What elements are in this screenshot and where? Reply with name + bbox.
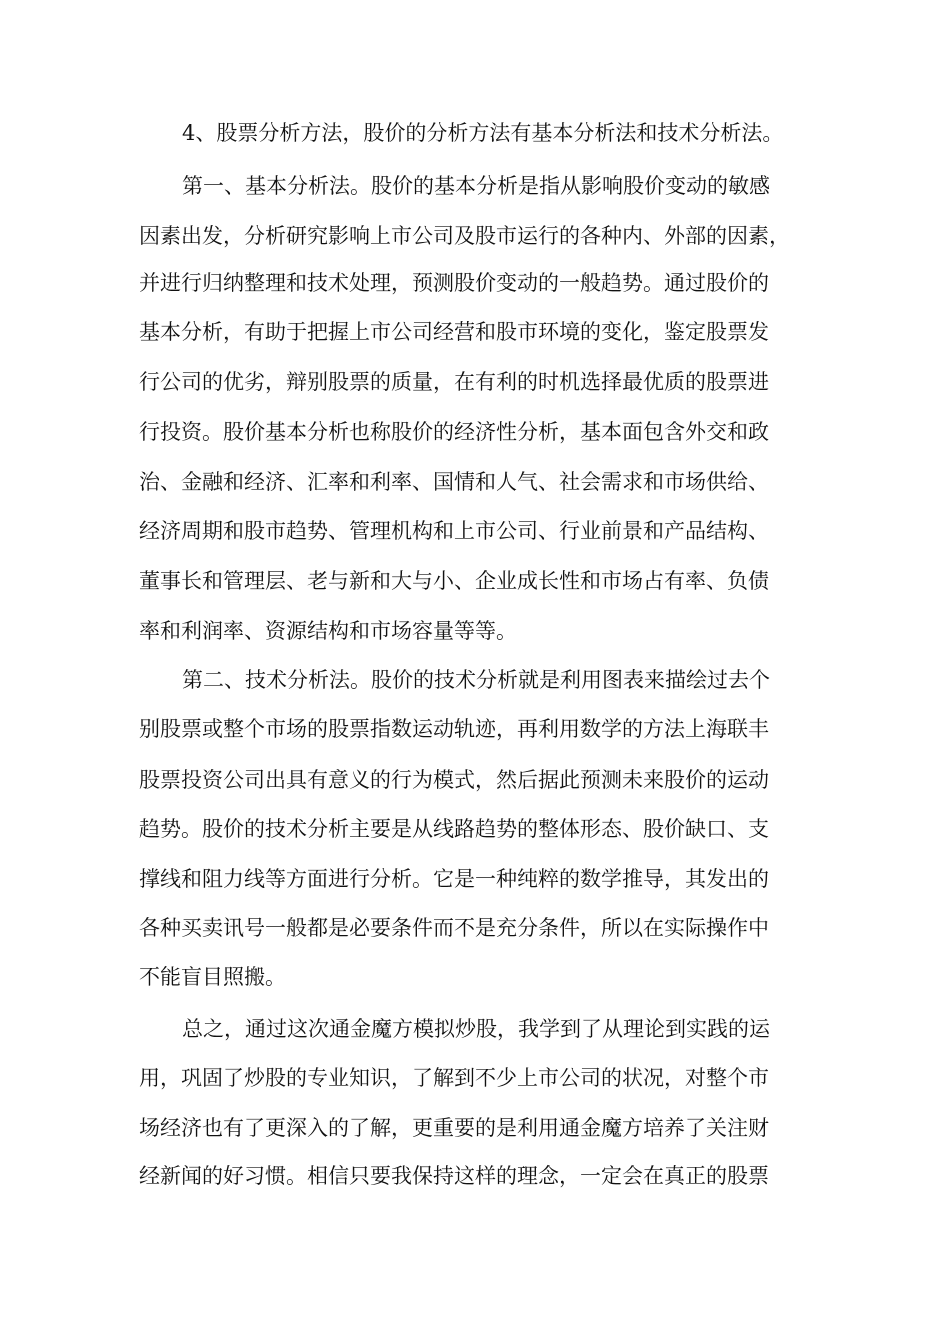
text-line: 股票投资公司出具有意义的行为模式，然后据此预测未来股价的运动 bbox=[139, 768, 769, 792]
text-line: 4、股票分析方法，股价的分析方法有基本分析法和技术分析法。 bbox=[182, 121, 784, 145]
text-line: 行投资。股价基本分析也称股价的经济性分析，基本面包含外交和政 bbox=[139, 420, 769, 444]
text-line: 因素出发，分析研究影响上市公司及股市运行的各种内、外部的因素， bbox=[139, 224, 790, 248]
text-line: 行公司的优劣，辩别股票的质量，在有利的时机选择最优质的股票进 bbox=[139, 370, 769, 394]
text-line: 经济周期和股市趋势、管理机构和上市公司、行业前景和产品结构、 bbox=[139, 519, 769, 543]
text-line: 别股票或整个市场的股票指数运动轨迹，再利用数学的方法上海联丰 bbox=[139, 717, 769, 741]
text-line: 趋势。股价的技术分析主要是从线路趋势的整体形态、股价缺口、支 bbox=[139, 817, 769, 841]
text-line: 第二、技术分析法。股价的技术分析就是利用图表来描绘过去个 bbox=[182, 668, 770, 692]
text-line: 总之，通过这次通金魔方模拟炒股，我学到了从理论到实践的运 bbox=[182, 1017, 770, 1041]
text-line: 撑线和阻力线等方面进行分析。它是一种纯粹的数学推导，其发出的 bbox=[139, 867, 769, 891]
text-line: 基本分析，有助于把握上市公司经营和股市环境的变化，鉴定股票发 bbox=[139, 320, 769, 344]
text-line: 治、金融和经济、汇率和利率、国情和人气、社会需求和市场供给、 bbox=[139, 470, 769, 494]
text-line: 率和利润率、资源结构和市场容量等等。 bbox=[139, 619, 517, 643]
text-line: 并进行归纳整理和技术处理，预测股价变动的一般趋势。通过股价的 bbox=[139, 271, 769, 295]
text-line: 用，巩固了炒股的专业知识，了解到不少上市公司的状况，对整个市 bbox=[139, 1066, 769, 1090]
text-line: 不能盲目照搬。 bbox=[139, 965, 286, 989]
text-line: 董事长和管理层、老与新和大与小、企业成长性和市场占有率、负债 bbox=[139, 569, 769, 593]
text-line: 经新闻的好习惯。相信只要我保持这样的理念，一定会在真正的股票 bbox=[139, 1164, 769, 1188]
text-line: 各种买卖讯号一般都是必要条件而不是充分条件，所以在实际操作中 bbox=[139, 916, 769, 940]
text-line: 第一、基本分析法。股价的基本分析是指从影响股价变动的敏感 bbox=[182, 174, 770, 198]
text-line: 场经济也有了更深入的了解，更重要的是利用通金魔方培养了关注财 bbox=[139, 1116, 769, 1140]
